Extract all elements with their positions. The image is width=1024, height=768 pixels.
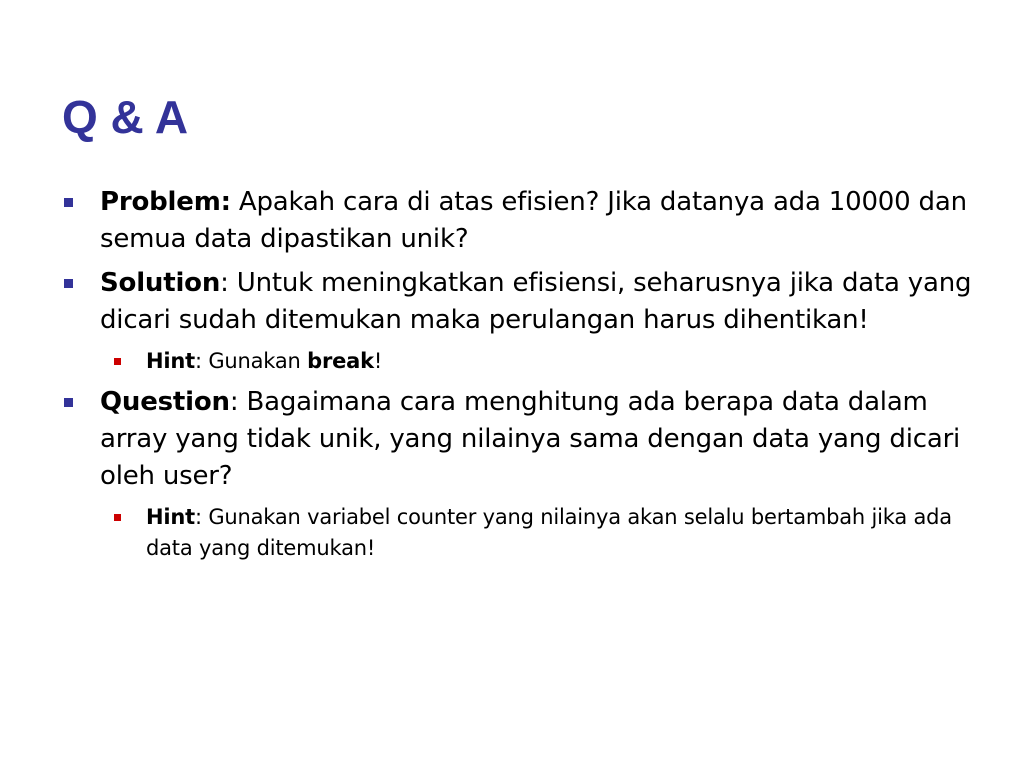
problem-separator [231, 187, 239, 217]
hint-text: Gunakan [208, 349, 308, 373]
solution-separator: : [220, 268, 237, 298]
hint-separator: : [194, 349, 209, 373]
hint-keyword: break [307, 349, 374, 373]
hint-separator: : [194, 505, 209, 529]
slide-title: Q & A [62, 91, 189, 143]
square-bullet-icon [64, 198, 73, 207]
square-bullet-icon [64, 279, 73, 288]
bullet-problem [62, 184, 982, 258]
question-label: Question [100, 387, 230, 417]
bullet-question [62, 384, 982, 495]
slide-content [62, 184, 982, 571]
square-bullet-icon [64, 398, 73, 407]
solution-label: Solution [100, 268, 221, 298]
hint-label: Hint [146, 505, 195, 529]
square-sub-bullet-icon [114, 514, 121, 521]
hint-label: Hint [146, 349, 195, 373]
hint-suffix: ! [373, 349, 383, 373]
question-text: Bagaimana cara menghitung ada berapa data dalam array yang tidak unik, yang nilainya sama dengan data yang dicari oleh user? [100, 387, 961, 491]
sub-bullet-hint-break [62, 346, 982, 377]
solution-text: Untuk meningkatkan efisiensi, seharusnya jika data yang dicari sudah ditemukan maka perulangan harus dihentikan! [100, 268, 972, 335]
square-sub-bullet-icon [114, 358, 121, 365]
sub-bullet-hint-counter [62, 502, 982, 564]
hint-text: Gunakan variabel counter yang nilainya akan selalu bertambah jika ada data yang ditemukan! [146, 505, 952, 560]
problem-text: Apakah cara di atas efisien? Jika datanya ada 10000 dan semua data dipastikan unik? [100, 187, 967, 254]
problem-label: Problem: [100, 187, 231, 217]
question-separator: : [229, 387, 247, 417]
bullet-solution [62, 265, 982, 339]
